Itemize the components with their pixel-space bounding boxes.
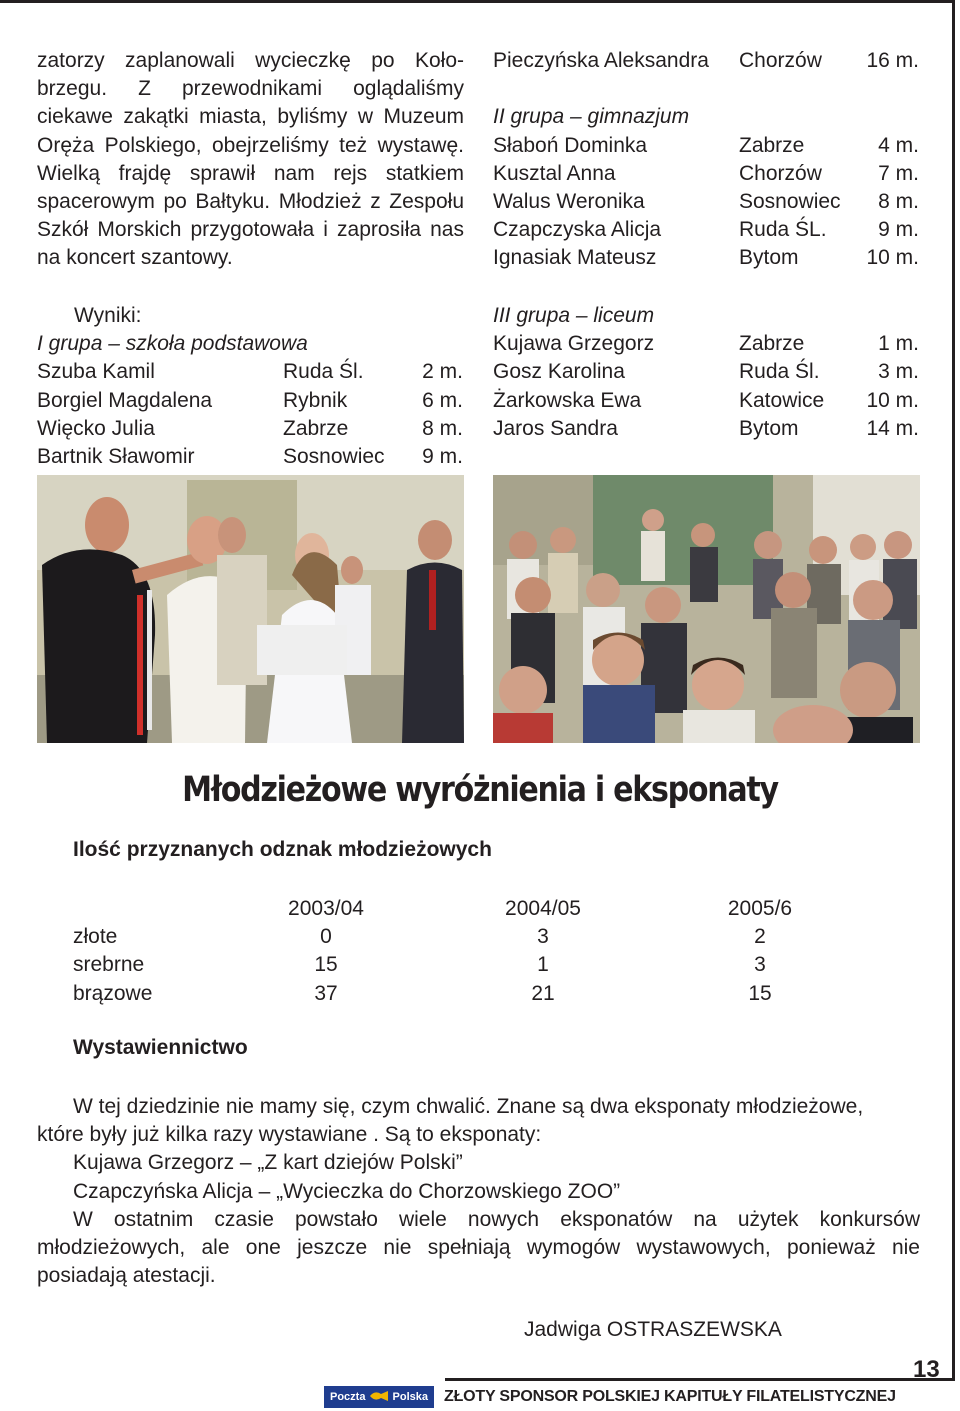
author-signature: Jadwiga OSTRASZEWSKA (524, 1318, 782, 1341)
badge-count: 3 (754, 953, 766, 977)
participant-city: Ruda ŚL. (739, 218, 827, 242)
participant-place: 6 m. (422, 388, 463, 412)
badge-count: 15 (314, 953, 338, 977)
group-title: I grupa – szkoła podstawowa (37, 332, 308, 356)
participant-place: 8 m. (878, 189, 919, 213)
participant-place: 8 m. (422, 416, 463, 440)
section-title: Młodzieżowe wyróżnienia i eksponaty (182, 770, 778, 810)
exhibitions-title: Wystawiennictwo (73, 1036, 248, 1059)
participant-city: Bytom (739, 246, 799, 270)
result-row (37, 387, 463, 415)
participant-place: 4 m. (878, 133, 919, 157)
badge-count: 3 (537, 925, 549, 949)
badge-count: 1 (537, 953, 549, 977)
intro-line: Szkół Morskich przygotowała i zaprosiła nas (37, 218, 464, 242)
participant-place: 16 m. (866, 49, 919, 72)
participant-place: 10 m. (866, 388, 919, 412)
page-frame-right-rule (952, 0, 955, 1378)
intro-line: na koncert szantowy. (37, 246, 233, 270)
participant-place: 9 m. (422, 444, 463, 468)
badges-title: Ilość przyznanych odznak młodzieżowych (73, 838, 492, 861)
year-header: 2004/05 (505, 897, 581, 920)
results-group-right (493, 47, 919, 273)
participant-name: Słaboń Dominka (493, 133, 648, 157)
badges-row (73, 951, 833, 979)
participant-city: Bytom (739, 416, 799, 440)
result-row (37, 443, 463, 471)
post-horn-icon (369, 1389, 389, 1406)
result-row (37, 415, 463, 443)
badge-count: 15 (748, 981, 772, 1005)
paragraph-line: W tej dziedzinie nie mamy się, czym chwalić. Znane są dwa eksponaty młodzieżowe, (73, 1095, 864, 1118)
participant-name: Kujawa Grzegorz (493, 332, 655, 356)
participant-name: Czapczyska Alicja (493, 218, 662, 242)
participant-place: 2 m. (422, 360, 463, 384)
badges-header-row (73, 895, 833, 923)
footer-rule (445, 1378, 955, 1381)
sponsor-line: ZŁOTY SPONSOR POLSKIEJ KAPITUŁY FILATELISTYCZNEJ (444, 1388, 896, 1405)
badge-count: 21 (531, 981, 555, 1005)
photo-audience (493, 475, 920, 743)
paragraph-line: W ostatnim czasie powstało wiele nowych eksponatów na użytek konkursów (73, 1207, 920, 1231)
intro-line: brzegu. Z przewodnikami oglądaliśmy (37, 77, 464, 101)
participant-name: Borgiel Magdalena (37, 388, 213, 412)
result-row (493, 244, 919, 272)
participant-city: Ruda Śl. (739, 360, 820, 384)
badges-row (73, 980, 833, 1008)
participant-city: Chorzów (739, 49, 822, 72)
badge-count: 2 (754, 925, 766, 949)
paragraph-line: młodzieżowych, ale one jeszcze nie spełniają wymogów wystawowych, ponieważ nie (37, 1235, 920, 1259)
result-row (493, 358, 919, 386)
badge-type: brązowe (73, 981, 153, 1005)
year-header: 2003/04 (288, 897, 364, 920)
intro-paragraph (37, 47, 464, 273)
results-label: Wyniki: (74, 304, 142, 327)
participant-place: 3 m. (878, 360, 919, 384)
participant-name: Jaros Sandra (493, 416, 618, 440)
intro-line: spacerowym po Bałtyku. Młodzież z Zespołu (37, 189, 464, 213)
participant-city: Ruda Śl. (283, 360, 364, 384)
paragraph-line: Kujawa Grzegorz – „Z kart dziejów Polski” (73, 1151, 463, 1175)
participant-name: Ignasiak Mateusz (493, 246, 657, 270)
result-row (493, 216, 919, 244)
result-row (493, 160, 919, 188)
result-row (493, 132, 919, 160)
participant-city: Katowice (739, 388, 825, 412)
participant-place: 10 m. (866, 246, 919, 270)
participant-city: Sosnowiec (739, 189, 841, 213)
photo-award-ceremony (37, 475, 464, 743)
participant-place: 1 m. (878, 332, 919, 356)
year-header: 2005/6 (727, 897, 793, 920)
participant-city: Rybnik (283, 388, 348, 412)
badges-row (73, 923, 833, 951)
badges-table (73, 895, 833, 1008)
participant-name: Żarkowska Ewa (493, 388, 642, 412)
results-group-1 (37, 302, 463, 471)
logo-text-left: Poczta (330, 1391, 366, 1403)
participant-name: Pieczyńska Aleksandra (493, 49, 709, 72)
participant-name: Walus Weronika (493, 189, 645, 213)
intro-line: zatorzy zaplanowali wycieczkę po Koło- (37, 49, 464, 72)
participant-name: Więcko Julia (37, 416, 155, 440)
badge-count: 0 (320, 925, 332, 949)
logo-text-right: Polska (392, 1391, 428, 1403)
paragraph-line: posiadają atestacji. (37, 1264, 216, 1288)
result-row (493, 188, 919, 216)
participant-city: Sosnowiec (283, 444, 385, 468)
badge-type: srebrne (73, 953, 145, 977)
participant-city: Zabrze (283, 416, 349, 440)
participant-name: Bartnik Sławomir (37, 444, 195, 468)
exhibitions-paragraph (37, 1093, 920, 1290)
result-row (493, 387, 919, 415)
intro-line: ciekawe zakątki miasta, byliśmy w Muzeum (37, 105, 464, 129)
participant-place: 9 m. (878, 218, 919, 242)
participant-city: Zabrze (739, 332, 805, 356)
participant-city: Chorzów (739, 161, 822, 185)
participant-name: Szuba Kamil (37, 360, 155, 384)
participant-place: 7 m. (878, 161, 919, 185)
result-row (493, 415, 919, 443)
result-row (37, 358, 463, 386)
poczta-polska-logo (324, 1386, 434, 1408)
badge-type: złote (73, 925, 118, 949)
result-row (493, 330, 919, 358)
group-title: II grupa – gimnazjum (493, 105, 690, 129)
results-group-3 (493, 302, 919, 443)
page-frame-top-rule (0, 0, 954, 3)
paragraph-line: Czapczyńska Alicja – „Wycieczka do Chorzowskiego ZOO” (73, 1179, 621, 1203)
intro-line: Wielką frajdę sprawił nam rejs statkiem (37, 161, 464, 185)
participant-name: Gosz Karolina (493, 360, 625, 384)
paragraph-line: które były już kilka razy wystawiane . Są to eksponaty: (37, 1123, 542, 1147)
intro-line: Oręża Polskiego, obejrzeliśmy też wystawę. (37, 133, 464, 157)
badge-count: 37 (314, 981, 338, 1005)
page-number: 13 (913, 1356, 940, 1383)
participant-name: Kusztal Anna (493, 161, 616, 185)
participant-city: Zabrze (739, 133, 805, 157)
participant-place: 14 m. (866, 416, 919, 440)
group-title: III grupa – liceum (493, 304, 655, 327)
result-row (493, 47, 919, 75)
